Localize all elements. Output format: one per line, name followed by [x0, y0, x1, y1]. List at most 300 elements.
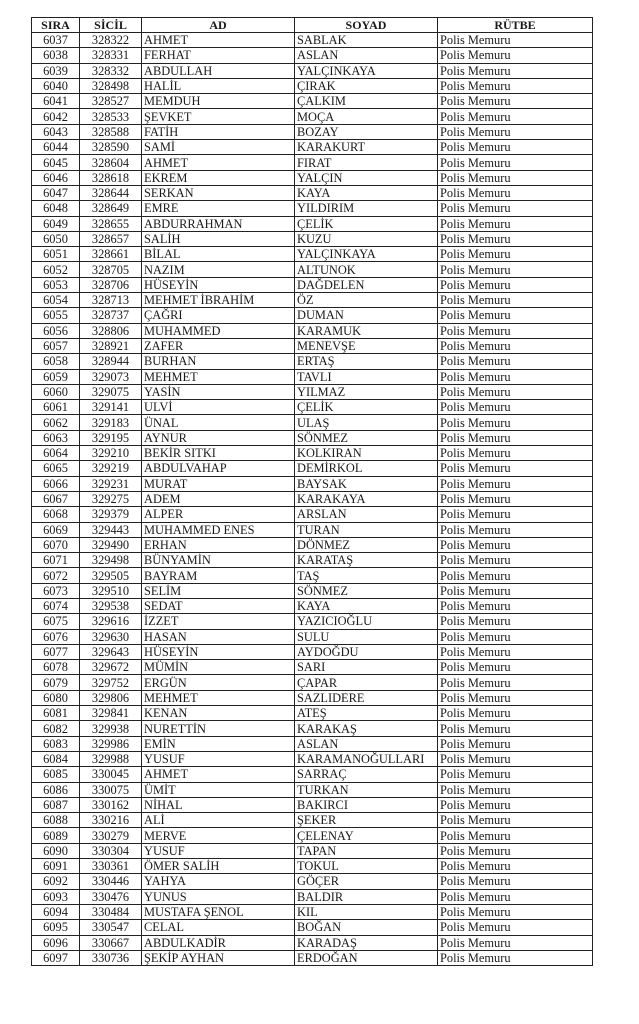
table-row — [32, 384, 593, 399]
personnel-table — [31, 17, 593, 966]
cell-sira: 6092 — [32, 874, 80, 889]
cell-rutbe: Polis Memuru — [438, 109, 593, 124]
cell-sira: 6066 — [32, 476, 80, 491]
table-row — [32, 94, 593, 109]
table-row — [32, 140, 593, 155]
table-row — [32, 797, 593, 812]
cell-sira: 6051 — [32, 247, 80, 262]
cell-sira: 6042 — [32, 109, 80, 124]
cell-sicil: 329490 — [80, 537, 142, 552]
cell-ad: MUHAMMED ENES — [142, 522, 295, 537]
cell-rutbe: Polis Memuru — [438, 400, 593, 415]
cell-sira: 6046 — [32, 170, 80, 185]
table-row — [32, 920, 593, 935]
cell-sira: 6070 — [32, 537, 80, 552]
cell-sira: 6068 — [32, 507, 80, 522]
cell-ad: KENAN — [142, 706, 295, 721]
cell-soyad: ARSLAN — [295, 507, 438, 522]
cell-sicil: 329141 — [80, 400, 142, 415]
cell-soyad: TURAN — [295, 522, 438, 537]
cell-sira: 6080 — [32, 690, 80, 705]
cell-sicil: 328737 — [80, 308, 142, 323]
table-row — [32, 721, 593, 736]
cell-sira: 6047 — [32, 185, 80, 200]
cell-ad: HALİL — [142, 78, 295, 93]
cell-sira: 6069 — [32, 522, 80, 537]
cell-sicil: 329538 — [80, 598, 142, 613]
table-row — [32, 767, 593, 782]
cell-soyad: BOĞAN — [295, 920, 438, 935]
cell-sira: 6096 — [32, 935, 80, 950]
cell-ad: YAHYA — [142, 874, 295, 889]
cell-soyad: TOKUL — [295, 859, 438, 874]
cell-sira: 6037 — [32, 33, 80, 48]
cell-sicil: 329195 — [80, 430, 142, 445]
cell-rutbe: Polis Memuru — [438, 568, 593, 583]
cell-soyad: ULAŞ — [295, 415, 438, 430]
cell-sira: 6079 — [32, 675, 80, 690]
cell-sicil: 329643 — [80, 644, 142, 659]
cell-rutbe: Polis Memuru — [438, 614, 593, 629]
cell-soyad: YILMAZ — [295, 384, 438, 399]
cell-ad: YUNUS — [142, 889, 295, 904]
header-ad: AD — [142, 18, 295, 33]
cell-sicil: 330304 — [80, 843, 142, 858]
cell-ad: AHMET — [142, 33, 295, 48]
cell-soyad: KOLKIRAN — [295, 446, 438, 461]
cell-soyad: SULU — [295, 629, 438, 644]
cell-soyad: ÇELİK — [295, 400, 438, 415]
cell-ad: HÜSEYİN — [142, 277, 295, 292]
cell-soyad: BAYSAK — [295, 476, 438, 491]
table-row — [32, 644, 593, 659]
cell-sicil: 329443 — [80, 522, 142, 537]
cell-sicil: 330162 — [80, 797, 142, 812]
cell-rutbe: Polis Memuru — [438, 721, 593, 736]
header-sicil: SİCİL — [80, 18, 142, 33]
cell-ad: MURAT — [142, 476, 295, 491]
cell-soyad: BALDIR — [295, 889, 438, 904]
cell-rutbe: Polis Memuru — [438, 644, 593, 659]
cell-sicil: 328661 — [80, 247, 142, 262]
cell-ad: NURETTİN — [142, 721, 295, 736]
cell-sicil: 330667 — [80, 935, 142, 950]
cell-ad: YASİN — [142, 384, 295, 399]
cell-sira: 6059 — [32, 369, 80, 384]
cell-rutbe: Polis Memuru — [438, 476, 593, 491]
table-row — [32, 369, 593, 384]
cell-soyad: ÇALKIM — [295, 94, 438, 109]
table-row — [32, 950, 593, 965]
cell-soyad: ALTUNOK — [295, 262, 438, 277]
cell-soyad: SARI — [295, 660, 438, 675]
cell-soyad: KUZU — [295, 231, 438, 246]
table-row — [32, 277, 593, 292]
cell-rutbe: Polis Memuru — [438, 491, 593, 506]
cell-rutbe: Polis Memuru — [438, 598, 593, 613]
cell-rutbe: Polis Memuru — [438, 231, 593, 246]
cell-ad: MEHMET — [142, 690, 295, 705]
cell-ad: ÖMER SALİH — [142, 859, 295, 874]
cell-ad: SERKAN — [142, 185, 295, 200]
cell-sicil: 329510 — [80, 583, 142, 598]
cell-rutbe: Polis Memuru — [438, 262, 593, 277]
cell-ad: SAMİ — [142, 140, 295, 155]
cell-soyad: TAVLI — [295, 369, 438, 384]
cell-sira: 6067 — [32, 491, 80, 506]
cell-soyad: YILDIRIM — [295, 201, 438, 216]
table-row — [32, 675, 593, 690]
cell-sicil: 330736 — [80, 950, 142, 965]
cell-sira: 6088 — [32, 813, 80, 828]
cell-sicil: 329752 — [80, 675, 142, 690]
cell-sira: 6050 — [32, 231, 80, 246]
table-row — [32, 201, 593, 216]
cell-ad: MEHMET İBRAHİM — [142, 293, 295, 308]
cell-sicil: 329672 — [80, 660, 142, 675]
cell-soyad: ÇELENAY — [295, 828, 438, 843]
cell-ad: BÜNYAMİN — [142, 553, 295, 568]
cell-rutbe: Polis Memuru — [438, 751, 593, 766]
table-row — [32, 33, 593, 48]
cell-rutbe: Polis Memuru — [438, 797, 593, 812]
cell-ad: ÇAĞRI — [142, 308, 295, 323]
cell-ad: ULVİ — [142, 400, 295, 415]
table-row — [32, 782, 593, 797]
cell-ad: FATİH — [142, 124, 295, 139]
cell-sicil: 329988 — [80, 751, 142, 766]
cell-sicil: 329986 — [80, 736, 142, 751]
cell-rutbe: Polis Memuru — [438, 63, 593, 78]
table-row — [32, 476, 593, 491]
cell-sicil: 330216 — [80, 813, 142, 828]
cell-sira: 6049 — [32, 216, 80, 231]
cell-sira: 6082 — [32, 721, 80, 736]
cell-sira: 6095 — [32, 920, 80, 935]
cell-sicil: 329630 — [80, 629, 142, 644]
cell-soyad: TURKAN — [295, 782, 438, 797]
table-row — [32, 461, 593, 476]
cell-sicil: 329505 — [80, 568, 142, 583]
cell-sicil: 330476 — [80, 889, 142, 904]
cell-rutbe: Polis Memuru — [438, 140, 593, 155]
cell-sira: 6086 — [32, 782, 80, 797]
cell-sicil: 330075 — [80, 782, 142, 797]
table-row — [32, 598, 593, 613]
table-row — [32, 323, 593, 338]
table-row — [32, 247, 593, 262]
cell-soyad: ÇAPAR — [295, 675, 438, 690]
cell-sicil: 330446 — [80, 874, 142, 889]
cell-rutbe: Polis Memuru — [438, 706, 593, 721]
cell-ad: BİLAL — [142, 247, 295, 262]
cell-ad: YUSUF — [142, 843, 295, 858]
cell-sicil: 328588 — [80, 124, 142, 139]
cell-sira: 6043 — [32, 124, 80, 139]
cell-sira: 6052 — [32, 262, 80, 277]
cell-sira: 6039 — [32, 63, 80, 78]
cell-ad: CELAL — [142, 920, 295, 935]
cell-soyad: KARAKURT — [295, 140, 438, 155]
cell-sicil: 328921 — [80, 338, 142, 353]
cell-rutbe: Polis Memuru — [438, 33, 593, 48]
cell-sicil: 328533 — [80, 109, 142, 124]
cell-rutbe: Polis Memuru — [438, 629, 593, 644]
cell-rutbe: Polis Memuru — [438, 843, 593, 858]
cell-soyad: DAĞDELEN — [295, 277, 438, 292]
cell-sicil: 330361 — [80, 859, 142, 874]
table-row — [32, 736, 593, 751]
cell-rutbe: Polis Memuru — [438, 124, 593, 139]
cell-rutbe: Polis Memuru — [438, 415, 593, 430]
cell-sicil: 329498 — [80, 553, 142, 568]
cell-sicil: 329231 — [80, 476, 142, 491]
cell-rutbe: Polis Memuru — [438, 277, 593, 292]
cell-soyad: ASLAN — [295, 48, 438, 63]
table-row — [32, 690, 593, 705]
cell-sira: 6090 — [32, 843, 80, 858]
cell-ad: ŞEKİP AYHAN — [142, 950, 295, 965]
cell-sicil: 329219 — [80, 461, 142, 476]
table-row — [32, 216, 593, 231]
cell-ad: MEMDUH — [142, 94, 295, 109]
cell-soyad: BOZAY — [295, 124, 438, 139]
cell-soyad: KIL — [295, 904, 438, 919]
cell-rutbe: Polis Memuru — [438, 537, 593, 552]
cell-ad: AHMET — [142, 767, 295, 782]
cell-sira: 6054 — [32, 293, 80, 308]
cell-soyad: KARATAŞ — [295, 553, 438, 568]
cell-ad: NİHAL — [142, 797, 295, 812]
cell-sira: 6078 — [32, 660, 80, 675]
header-row — [32, 18, 593, 33]
cell-rutbe: Polis Memuru — [438, 767, 593, 782]
table-row — [32, 400, 593, 415]
cell-soyad: AYDOĞDU — [295, 644, 438, 659]
table-row — [32, 935, 593, 950]
cell-sicil: 329379 — [80, 507, 142, 522]
table-row — [32, 491, 593, 506]
table-row — [32, 828, 593, 843]
cell-ad: MEHMET — [142, 369, 295, 384]
table-row — [32, 507, 593, 522]
cell-soyad: DUMAN — [295, 308, 438, 323]
cell-soyad: ASLAN — [295, 736, 438, 751]
cell-ad: ABDURRAHMAN — [142, 216, 295, 231]
cell-soyad: SABLAK — [295, 33, 438, 48]
cell-rutbe: Polis Memuru — [438, 323, 593, 338]
cell-rutbe: Polis Memuru — [438, 889, 593, 904]
cell-rutbe: Polis Memuru — [438, 94, 593, 109]
table-row — [32, 537, 593, 552]
cell-rutbe: Polis Memuru — [438, 935, 593, 950]
cell-rutbe: Polis Memuru — [438, 384, 593, 399]
cell-sira: 6091 — [32, 859, 80, 874]
cell-sira: 6038 — [32, 48, 80, 63]
cell-sicil: 328713 — [80, 293, 142, 308]
cell-rutbe: Polis Memuru — [438, 430, 593, 445]
cell-rutbe: Polis Memuru — [438, 247, 593, 262]
cell-soyad: SÖNMEZ — [295, 430, 438, 445]
table-row — [32, 124, 593, 139]
cell-rutbe: Polis Memuru — [438, 201, 593, 216]
table-row — [32, 231, 593, 246]
header-rutbe: RÜTBE — [438, 18, 593, 33]
cell-sicil: 328944 — [80, 354, 142, 369]
cell-sira: 6040 — [32, 78, 80, 93]
table-header — [32, 18, 593, 33]
cell-ad: İZZET — [142, 614, 295, 629]
table-row — [32, 308, 593, 323]
cell-soyad: YALÇINKAYA — [295, 247, 438, 262]
cell-soyad: FIRAT — [295, 155, 438, 170]
cell-sira: 6041 — [32, 94, 80, 109]
cell-sicil: 329075 — [80, 384, 142, 399]
cell-ad: YUSUF — [142, 751, 295, 766]
cell-rutbe: Polis Memuru — [438, 155, 593, 170]
cell-sira: 6077 — [32, 644, 80, 659]
cell-rutbe: Polis Memuru — [438, 48, 593, 63]
cell-sira: 6075 — [32, 614, 80, 629]
cell-ad: BEKİR SITKI — [142, 446, 295, 461]
cell-sira: 6064 — [32, 446, 80, 461]
cell-sicil: 329616 — [80, 614, 142, 629]
cell-sicil: 329841 — [80, 706, 142, 721]
cell-sira: 6065 — [32, 461, 80, 476]
cell-rutbe: Polis Memuru — [438, 660, 593, 675]
cell-ad: ABDULVAHAP — [142, 461, 295, 476]
cell-sicil: 329073 — [80, 369, 142, 384]
table-row — [32, 415, 593, 430]
table-row — [32, 889, 593, 904]
cell-soyad: ERDOĞAN — [295, 950, 438, 965]
cell-ad: MÜMİN — [142, 660, 295, 675]
table-row — [32, 904, 593, 919]
cell-rutbe: Polis Memuru — [438, 293, 593, 308]
cell-rutbe: Polis Memuru — [438, 813, 593, 828]
cell-rutbe: Polis Memuru — [438, 338, 593, 353]
cell-sira: 6062 — [32, 415, 80, 430]
cell-ad: ABDULLAH — [142, 63, 295, 78]
cell-ad: ZAFER — [142, 338, 295, 353]
table-row — [32, 706, 593, 721]
cell-ad: SELİM — [142, 583, 295, 598]
cell-sira: 6087 — [32, 797, 80, 812]
cell-rutbe: Polis Memuru — [438, 354, 593, 369]
cell-ad: ABDULKADİR — [142, 935, 295, 950]
cell-soyad: KAYA — [295, 185, 438, 200]
cell-sicil: 329938 — [80, 721, 142, 736]
cell-sicil: 329183 — [80, 415, 142, 430]
cell-ad: ÜNAL — [142, 415, 295, 430]
cell-soyad: KAYA — [295, 598, 438, 613]
cell-ad: BURHAN — [142, 354, 295, 369]
cell-sira: 6097 — [32, 950, 80, 965]
cell-rutbe: Polis Memuru — [438, 675, 593, 690]
cell-soyad: YALÇIN — [295, 170, 438, 185]
cell-sicil: 328649 — [80, 201, 142, 216]
table-row — [32, 430, 593, 445]
table-row — [32, 109, 593, 124]
table-row — [32, 859, 593, 874]
cell-sira: 6084 — [32, 751, 80, 766]
cell-rutbe: Polis Memuru — [438, 828, 593, 843]
cell-soyad: KARAKAŞ — [295, 721, 438, 736]
cell-sira: 6058 — [32, 354, 80, 369]
cell-soyad: SÖNMEZ — [295, 583, 438, 598]
cell-ad: EMİN — [142, 736, 295, 751]
cell-sicil: 328331 — [80, 48, 142, 63]
cell-rutbe: Polis Memuru — [438, 369, 593, 384]
cell-soyad: ÖZ — [295, 293, 438, 308]
cell-soyad: YALÇINKAYA — [295, 63, 438, 78]
cell-sicil: 330547 — [80, 920, 142, 935]
header-sira: SIRA — [32, 18, 80, 33]
cell-sicil: 329275 — [80, 491, 142, 506]
table-row — [32, 185, 593, 200]
cell-ad: ALPER — [142, 507, 295, 522]
cell-ad: MUSTAFA ŞENOL — [142, 904, 295, 919]
cell-ad: EKREM — [142, 170, 295, 185]
table-row — [32, 660, 593, 675]
cell-sicil: 330484 — [80, 904, 142, 919]
table-row — [32, 63, 593, 78]
cell-ad: NAZIM — [142, 262, 295, 277]
cell-sicil: 328322 — [80, 33, 142, 48]
cell-sira: 6055 — [32, 308, 80, 323]
cell-sira: 6044 — [32, 140, 80, 155]
table-row — [32, 583, 593, 598]
cell-soyad: SARRAÇ — [295, 767, 438, 782]
cell-rutbe: Polis Memuru — [438, 859, 593, 874]
cell-soyad: KARAKAYA — [295, 491, 438, 506]
cell-sicil: 328498 — [80, 78, 142, 93]
cell-soyad: BAKIRCI — [295, 797, 438, 812]
cell-sira: 6045 — [32, 155, 80, 170]
table-row — [32, 354, 593, 369]
cell-sira: 6048 — [32, 201, 80, 216]
cell-rutbe: Polis Memuru — [438, 446, 593, 461]
cell-ad: ALİ — [142, 813, 295, 828]
cell-rutbe: Polis Memuru — [438, 690, 593, 705]
cell-sicil: 328706 — [80, 277, 142, 292]
cell-rutbe: Polis Memuru — [438, 522, 593, 537]
cell-soyad: ŞEKER — [295, 813, 438, 828]
cell-sira: 6060 — [32, 384, 80, 399]
cell-rutbe: Polis Memuru — [438, 170, 593, 185]
cell-ad: EMRE — [142, 201, 295, 216]
cell-soyad: GÖÇER — [295, 874, 438, 889]
cell-sicil: 328655 — [80, 216, 142, 231]
cell-sira: 6094 — [32, 904, 80, 919]
table-row — [32, 78, 593, 93]
cell-ad: MERVE — [142, 828, 295, 843]
cell-sira: 6071 — [32, 553, 80, 568]
cell-soyad: TAŞ — [295, 568, 438, 583]
cell-rutbe: Polis Memuru — [438, 308, 593, 323]
cell-sicil: 328657 — [80, 231, 142, 246]
cell-soyad: KARADAŞ — [295, 935, 438, 950]
cell-rutbe: Polis Memuru — [438, 185, 593, 200]
cell-rutbe: Polis Memuru — [438, 904, 593, 919]
cell-rutbe: Polis Memuru — [438, 782, 593, 797]
cell-sira: 6056 — [32, 323, 80, 338]
cell-rutbe: Polis Memuru — [438, 874, 593, 889]
cell-soyad: KARAMANOĞULLARI — [295, 751, 438, 766]
table-row — [32, 751, 593, 766]
cell-sira: 6085 — [32, 767, 80, 782]
cell-soyad: TAPAN — [295, 843, 438, 858]
